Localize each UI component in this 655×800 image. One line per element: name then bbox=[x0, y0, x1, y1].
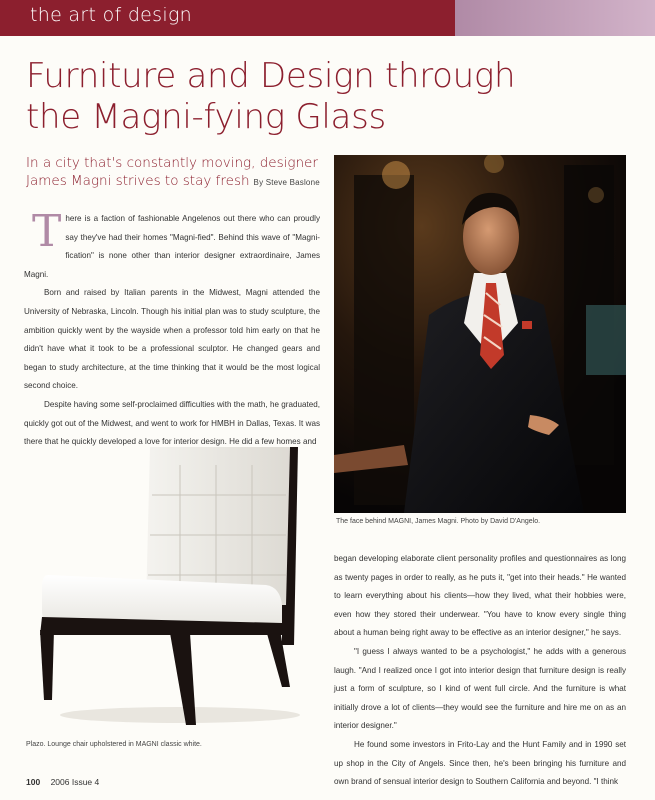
paragraph-4: began developing elaborate client personality profiles and questionnaires as long as twenty pages in order to really, as he puts it, "get into their heads." He wanted to learn everything about his clients—how they lived, what their hobbies were, even how they stored their underwear. "You have to know every single thing about a human being right away to be effective as an interior designer," he says. bbox=[334, 554, 626, 638]
deck-line-2: James Magni strives to stay fresh bbox=[26, 173, 250, 189]
byline: By Steve Baslone bbox=[253, 178, 320, 187]
paragraph-1 bbox=[24, 206, 320, 284]
drop-cap: T bbox=[32, 206, 62, 257]
paragraph-6: He found some investors in Frito-Lay and the Hunt Family and in 1990 set up shop in the City of Angels. Since then, he's been bringing his furniture and own brand of sensual interior design to Southern California and beyond. "I think bbox=[334, 739, 626, 787]
paragraph-3: Despite having some self-proclaimed difficulties with the math, he graduated, quickly got out of the Midwest, and went to work for HMBH in Dallas, Texas. It was there that he quickly developed a love for interior design. He did a few homes and bbox=[24, 399, 320, 447]
page-number: 100 bbox=[26, 777, 41, 787]
header-accent bbox=[455, 0, 655, 36]
paragraph-1-text: here is a faction of fashionable Angelenos out there who can proudly say they've had their homes "Magni-fied". Behind this wave of "Magni-fication" is none other than interior designer extraordinaire, James Magni. bbox=[24, 214, 320, 279]
page-footer bbox=[26, 777, 99, 787]
article-deck bbox=[26, 154, 336, 192]
portrait-caption: The face behind MAGNI, James Magni. Photo by David D'Angelo. bbox=[336, 518, 541, 525]
section-header-band bbox=[0, 0, 655, 36]
article-column-right bbox=[334, 550, 626, 792]
section-label: the art of design bbox=[30, 4, 192, 26]
article-headline bbox=[26, 56, 586, 138]
chair-illustration bbox=[20, 425, 320, 730]
paragraph-2: Born and raised by Italian parents in the Midwest, Magni attended the University of Nebraska, Lincoln. Though his initial plan was to study sculpture, the ambition quickly went by the wayside when a professor told him early on that he didn't have what it took to be a professional sculptor. He changed gears and began to study architecture, at the time thinking that it would be the most logical second choice. bbox=[24, 288, 320, 391]
article-column-left bbox=[24, 206, 320, 452]
deck-line-1: In a city that's constantly moving, designer bbox=[26, 155, 318, 171]
issue-label: 2006 Issue 4 bbox=[50, 777, 100, 787]
portrait-photo bbox=[334, 155, 626, 513]
headline-line-1: Furniture and Design through bbox=[26, 56, 516, 96]
portrait-illustration bbox=[334, 155, 626, 513]
chair-photo bbox=[20, 425, 320, 730]
chair-caption: Plazo. Lounge chair upholstered in MAGNI classic white. bbox=[26, 741, 202, 748]
paragraph-5: "I guess I always wanted to be a psychologist," he adds with a generous laugh. "And I realized once I got into interior design that furniture design is really just a form of sculpture, so I kind of went full circle. And the furniture is what initially drove a lot of clients—they would see the furniture and hire me on as an interior designer." bbox=[334, 646, 626, 731]
headline-line-2: the Magni-fying Glass bbox=[26, 97, 386, 137]
